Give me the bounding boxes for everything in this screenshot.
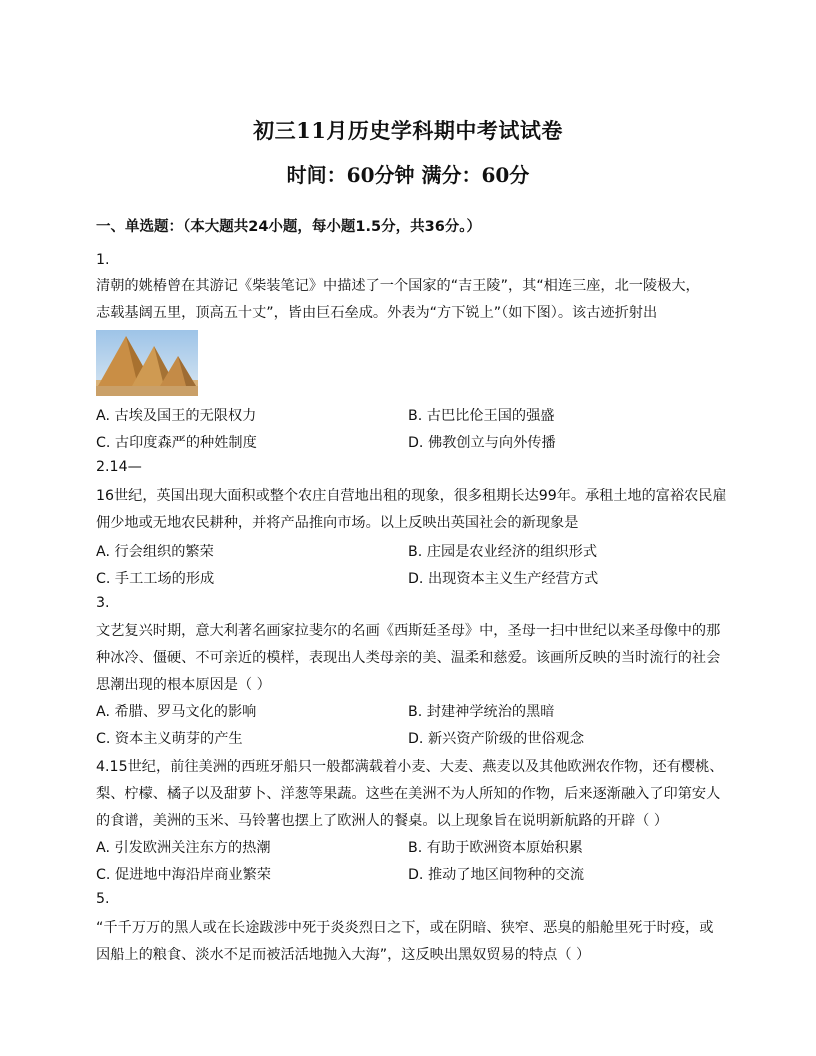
question-2-line: 16世纪，英国出现大面积或整个农庄自营地出租的现象，很多租期长达99年。承租土地的富裕农民雇 (96, 488, 727, 504)
question-4-option-b: B. 有助于欧洲资本原始积累 (408, 840, 583, 856)
section-heading: 一、单选题：（本大题共24小题，每小题1.5分，共36分。） (96, 219, 482, 235)
question-3-line: 种冰冷、僵硬、不可亲近的模样，表现出人类母亲的美、温柔和慈爱。该画所反映的当时流行的社会 (96, 650, 721, 666)
question-1-option-a: A. 古埃及国王的无限权力 (96, 408, 257, 424)
question-3-line: 文艺复兴时期，意大利著名画家拉斐尔的名画《西斯廷圣母》中，圣母一扫中世纪以来圣母像中的那 (96, 623, 721, 639)
question-5-number: 5. (96, 891, 110, 907)
question-2-option-b: B. 庄园是农业经济的组织形式 (408, 544, 598, 560)
question-3-option-a: A. 希腊、罗马文化的影响 (96, 704, 257, 720)
question-4-line: 梨、柠檬、橘子以及甜萝卜、洋葱等果蔬。这些在美洲不为人所知的作物，后来逐渐融入了印第安人 (96, 786, 721, 802)
question-2-line: 佣少地或无地农民耕种，并将产品推向市场。以上反映出英国社会的新现象是 (96, 515, 579, 531)
question-1-option-c: C. 古印度森严的种姓制度 (96, 435, 257, 451)
question-1-option-b: B. 古巴比伦王国的强盛 (408, 408, 555, 424)
question-1-line: 志载基阔五里，顶高五十丈”，皆由巨石垒成。外表为“方下锐上”（如下图）。该古迹折射出 (96, 305, 658, 321)
question-3-option-b: B. 封建神学统治的黑暗 (408, 704, 555, 720)
question-3-number: 3. (96, 595, 110, 611)
question-1-number: 1. (96, 252, 110, 268)
question-2-number: 2.14— (96, 459, 142, 475)
pyramids-image (96, 330, 198, 396)
question-3-option-c: C. 资本主义萌芽的产生 (96, 731, 243, 747)
question-3-line: 思潮出现的根本原因是（ ） (96, 677, 271, 693)
question-2-option-c: C. 手工工场的形成 (96, 571, 215, 587)
question-5-line: 因船上的粮食、淡水不足而被活活地抛入大海”，这反映出黑奴贸易的特点（ ） (96, 947, 591, 963)
question-1-option-d: D. 佛教创立与向外传播 (408, 435, 556, 451)
question-4-option-d: D. 推动了地区间物种的交流 (408, 867, 585, 883)
question-4-line: 4.15世纪，前往美洲的西班牙船只一般都满载着小麦、大麦、燕麦以及其他欧洲农作物，还有樱桃、 (96, 759, 724, 775)
question-5-line: “千千万万的黑人或在长途跋涉中死于炎炎烈日之下，或在阴暗、狭窄、恶臭的船舱里死于时疫，或 (96, 920, 714, 936)
question-4-option-a: A. 引发欧洲关注东方的热潮 (96, 840, 271, 856)
question-3-option-d: D. 新兴资产阶级的世俗观念 (408, 731, 585, 747)
question-4-option-c: C. 促进地中海沿岸商业繁荣 (96, 867, 271, 883)
exam-title: 初三11月历史学科期中考试试卷 (253, 118, 563, 143)
question-4-line: 的食谱，美洲的玉米、马铃薯也摆上了欧洲人的餐桌。以上现象旨在说明新航路的开辟（ ） (96, 813, 669, 829)
exam-subtitle: 时间：60分钟 满分：60分 (286, 163, 530, 187)
question-1-line: 清朝的姚椿曾在其游记《柴装笔记》中描述了一个国家的“吉王陵”，其“相连三座，北一陵极大， (96, 278, 700, 294)
question-2-option-a: A. 行会组织的繁荣 (96, 544, 214, 560)
question-2-option-d: D. 出现资本主义生产经营方式 (408, 571, 599, 587)
